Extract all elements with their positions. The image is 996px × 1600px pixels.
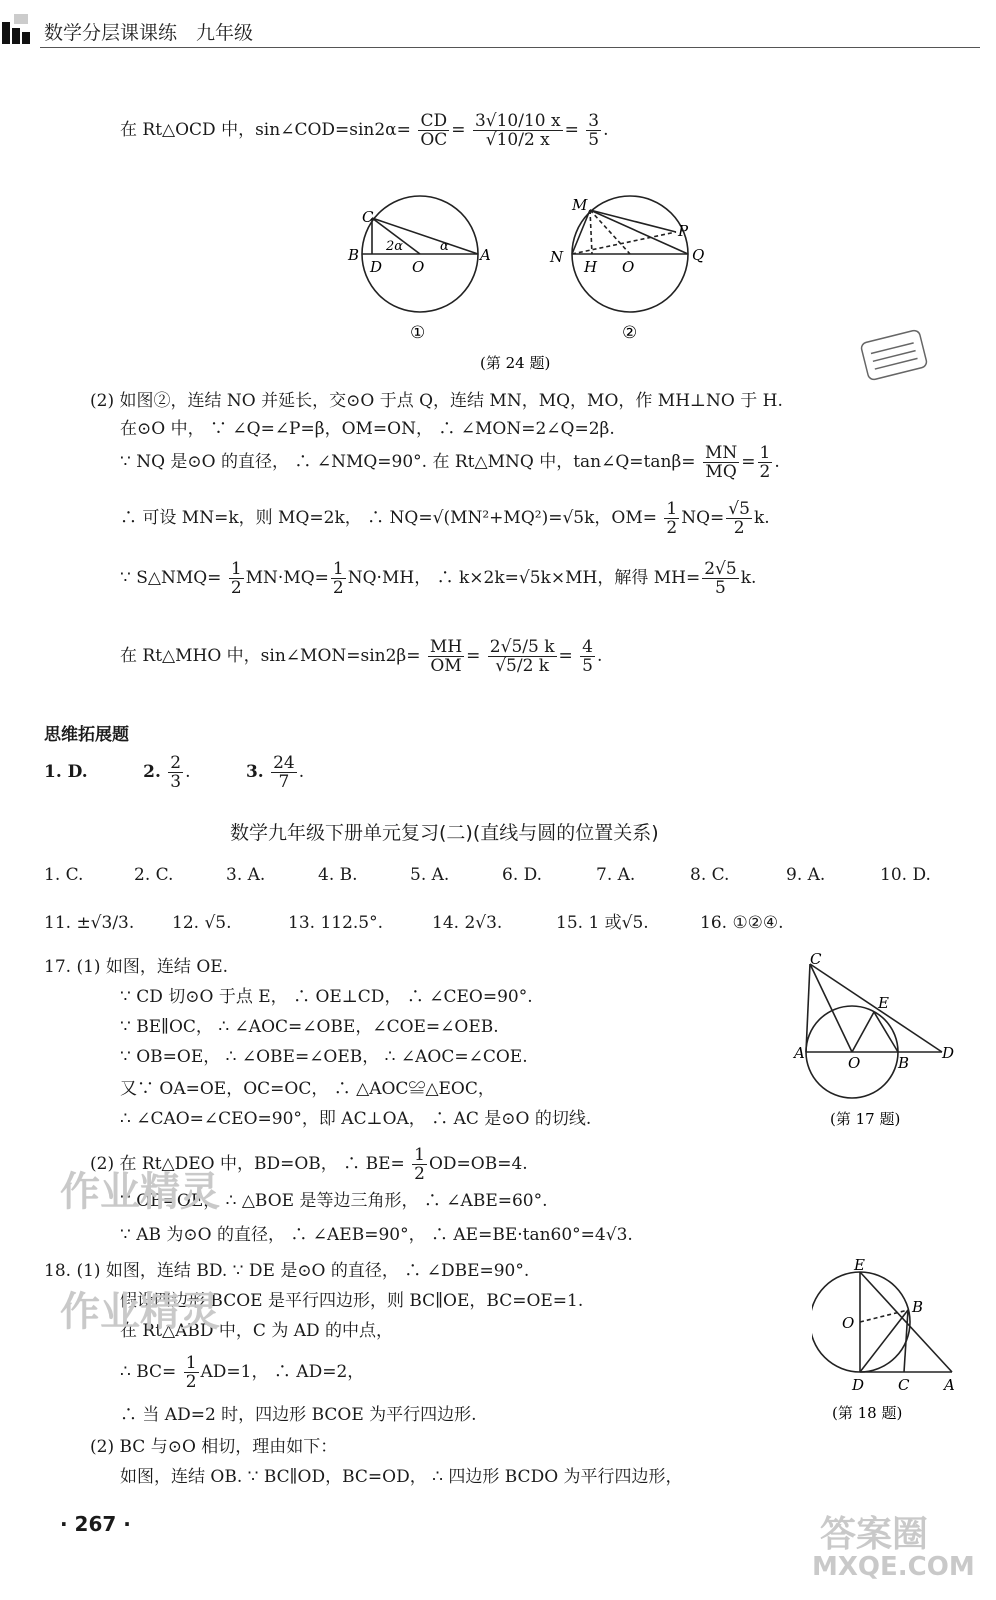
fig17-label-b: B <box>898 1054 910 1072</box>
fig24-sub-2: ② <box>622 323 638 343</box>
fig17-label-o: O <box>848 1054 861 1072</box>
q24-2-line6: 在 Rt△MHO 中，sin∠MON=sin2β= $\frac{MH}{OM}$ = $\frac{2√5/5 k}{√5/2 k}$ = $\frac{4}{5}$ . <box>120 637 603 676</box>
fig18-caption: (第 18 题) <box>832 1404 903 1422</box>
thinking-answers: 1. D. 2. $\frac{2}{3}$ . 3. $\frac{24}{7}$ . <box>44 753 305 792</box>
review-answer-3: 3. A. <box>226 865 266 885</box>
q18-line2: 假设四边形 BCOE 是平行四边形，则 BC∥OE，BC=OE=1. <box>120 1291 584 1311</box>
review-answer-16: 16. ①②④. <box>700 913 784 933</box>
review-answer-6: 6. D. <box>502 865 543 885</box>
q17-line5: 又∵ OA=OE，OC=OC， ∴ △AOC≌△EOC， <box>120 1079 495 1099</box>
review-answer-14: 14. 2√3. <box>432 913 503 933</box>
q24-2-line3: ∵ NQ 是⊙O 的直径， ∴ ∠NMQ=90°. 在 Rt△MNQ 中，tan∠Q=tanβ= $\frac{MN}{MQ}$ = $\frac{1}{2}$ . <box>120 443 780 482</box>
page-number: · 267 · <box>60 1512 131 1536</box>
q17-line6: ∴ ∠CAO=∠CEO=90°，即 AC⊥OA， ∴ AC 是⊙O 的切线. <box>120 1109 592 1129</box>
review-answer-9: 9. A. <box>786 865 826 885</box>
review-title: 数学九年级下册单元复习(二)(直线与圆的位置关系) <box>230 822 659 844</box>
fig17-caption: (第 17 题) <box>830 1110 901 1128</box>
fig24-label-o: O <box>412 258 425 276</box>
review-answer-12: 12. √5. <box>172 913 232 933</box>
fig17-label-d: D <box>942 1044 955 1062</box>
q18-line6: (2) BC 与⊙O 相切，理由如下： <box>90 1437 338 1457</box>
q24-line-sin2a: 在 Rt△OCD 中，sin∠COD=sin2α= $\frac{CD}{OC}$ = $\frac{3√10/10 x}{√10/2 x}$ = $\frac{3}{5}$ . <box>120 111 609 150</box>
fig24-label-q: Q <box>692 246 705 264</box>
q18-line1: 18. (1) 如图，连结 BD. ∵ DE 是⊙O 的直径， ∴ ∠DBE=90°. <box>44 1261 530 1281</box>
figure-24 <box>340 190 710 380</box>
q18-line7: 如图，连结 OB. ∵ BC∥OD，BC=OD， ∴ 四边形 BCDO 为平行四边形， <box>120 1467 683 1487</box>
fig24-label-o2: O <box>622 258 635 276</box>
review-answer-5: 5. A. <box>410 865 450 885</box>
stamp-image <box>858 328 930 382</box>
fig24-label-b: B <box>348 246 360 264</box>
fig24-label-d: D <box>370 258 383 276</box>
review-answer-7: 7. A. <box>596 865 636 885</box>
q17-line8: ∵ OB=OE， ∴ △BOE 是等边三角形， ∴ ∠ABE=60°. <box>120 1191 548 1211</box>
watermark-2: 作业精灵 <box>60 1289 220 1335</box>
q17-line1: 17. (1) 如图，连结 OE. <box>44 957 229 977</box>
header-logo <box>2 14 30 44</box>
fig24-label-h: H <box>584 258 598 276</box>
q24-2-line2: 在⊙O 中， ∵ ∠Q=∠P=β，OM=ON， ∴ ∠MON=2∠Q=2β. <box>120 419 615 439</box>
watermark-4: MXQE.COM <box>812 1552 975 1582</box>
header-title: 数学分层课课练 九年级 <box>44 22 254 44</box>
review-answer-4: 4. B. <box>318 865 358 885</box>
q24-2-line5: ∵ S△NMQ= $\frac{1}{2}$ MN·MQ= $\frac{1}{2}$ NQ·MH， ∴ k×2k=√5k×MH，解得 MH= $\frac{2√5}{5}$ k. <box>120 559 757 598</box>
q17-line7: (2) 在 Rt△DEO 中，BD=OB， ∴ BE= $\frac{1}{2}$ OD=OB=4. <box>90 1145 528 1184</box>
fig24-label-2a: 2α <box>386 239 404 254</box>
fig17-label-c: C <box>810 950 822 968</box>
figure-24-1 <box>362 196 478 312</box>
fig18-label-b: B <box>912 1298 924 1316</box>
q17-line9: ∵ AB 为⊙O 的直径， ∴ ∠AEB=90°， ∴ AE=BE·tan60°=4√3. <box>120 1225 633 1245</box>
review-answer-10: 10. D. <box>880 865 931 885</box>
q17-line4: ∵ OB=OE， ∴ ∠OBE=∠OEB， ∴ ∠AOC=∠COE. <box>120 1047 528 1067</box>
fig24-caption: (第 24 题) <box>480 354 551 372</box>
fig24-label-c: C <box>362 208 374 226</box>
review-answer-15: 15. 1 或√5. <box>556 913 649 933</box>
q24-2-line4: ∴ 可设 MN=k，则 MQ=2k， ∴ NQ=√(MN²+MQ²)=√5k，OM= $\frac{1}{2}$ NQ= $\frac{√5}{2}$ k. <box>120 499 770 538</box>
figure-18 <box>812 1258 972 1428</box>
header-rule <box>40 47 980 48</box>
q18-line3: 在 Rt△ABD 中，C 为 AD 的中点， <box>120 1321 394 1341</box>
q18-line4: ∴ BC= $\frac{1}{2}$ AD=1， ∴ AD=2， <box>120 1353 365 1392</box>
fig24-label-n: N <box>550 248 564 266</box>
figure-17 <box>792 950 962 1140</box>
fig18-label-a: A <box>944 1376 955 1394</box>
fig18-label-e: E <box>854 1258 865 1274</box>
q24-2-line1: (2) 如图②，连结 NO 并延长，交⊙O 于点 Q，连结 MN，MQ，MO，作 MH⊥NO 于 H. <box>90 391 783 411</box>
fig17-label-e: E <box>878 994 889 1012</box>
q17-line3: ∵ BE∥OC， ∴ ∠AOC=∠OBE，∠COE=∠OEB. <box>120 1017 499 1037</box>
fig18-label-c: C <box>898 1376 910 1394</box>
fig18-label-o: O <box>842 1314 855 1332</box>
review-answer-1: 1. C. <box>44 865 84 885</box>
review-answer-13: 13. 112.5°. <box>288 913 384 933</box>
fig18-label-d: D <box>852 1376 865 1394</box>
review-answer-8: 8. C. <box>690 865 730 885</box>
figure-24-2 <box>572 196 688 312</box>
fig24-label-p: P <box>678 222 689 240</box>
q17-line2: ∵ CD 切⊙O 于点 E， ∴ OE⊥CD， ∴ ∠CEO=90°. <box>120 987 533 1007</box>
review-answer-11: 11. ±√3/3. <box>44 913 135 933</box>
fig24-sub-1: ① <box>410 323 426 343</box>
fig24-label-a: A <box>480 246 491 264</box>
fig17-label-a: A <box>794 1044 805 1062</box>
fig24-label-alpha: α <box>440 239 449 254</box>
watermark-1: 作业精灵 <box>60 1169 220 1215</box>
q18-line5: ∴ 当 AD=2 时，四边形 BCOE 为平行四边形. <box>120 1405 477 1425</box>
review-answer-2: 2. C. <box>134 865 174 885</box>
fig24-label-m: M <box>572 196 588 214</box>
watermark-3: 答案圈 <box>820 1514 929 1555</box>
thinking-heading: 思维拓展题 <box>44 725 129 745</box>
